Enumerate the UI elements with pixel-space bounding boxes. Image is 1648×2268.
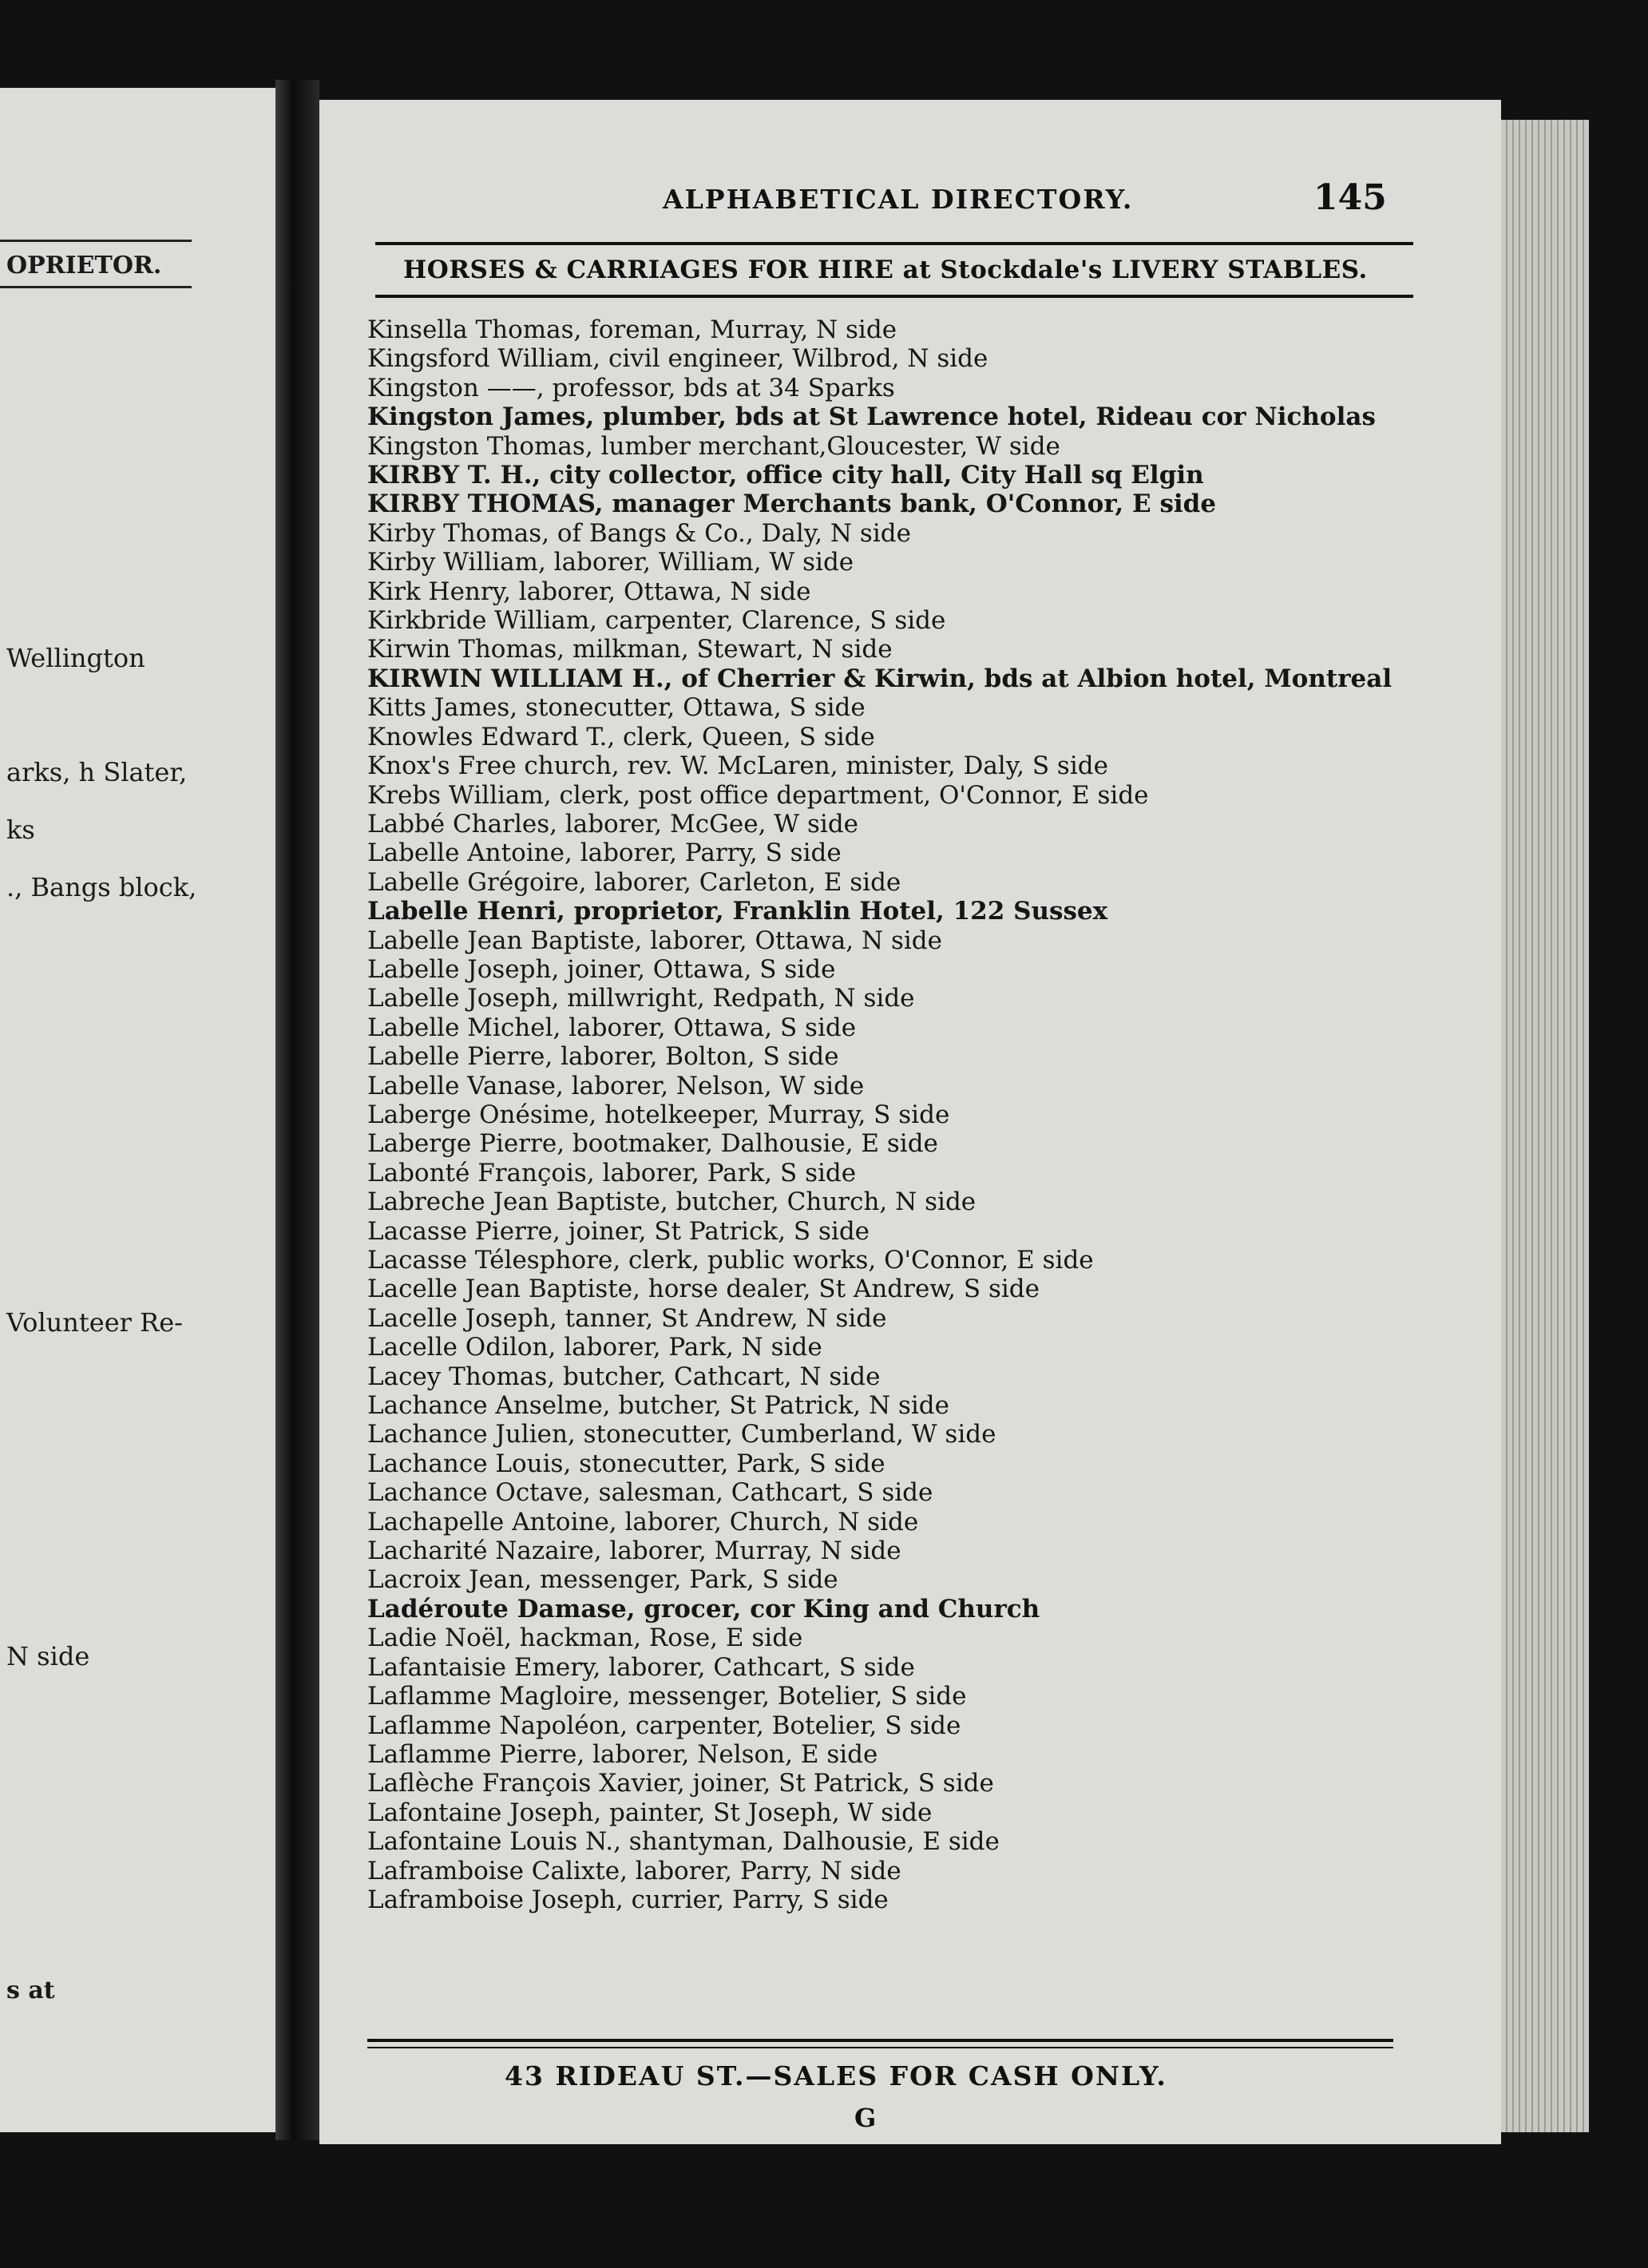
- directory-entry: Lacey Thomas, butcher, Cathcart, N side: [367, 1362, 881, 1391]
- directory-entry: Labelle Pierre, laborer, Bolton, S side: [367, 1042, 839, 1072]
- directory-entry: Ladie Noël, hackman, Rose, E side: [367, 1624, 803, 1653]
- directory-entry: Lachance Louis, stonecutter, Park, S side: [367, 1449, 885, 1478]
- left-fragment-text: ., Bangs block,: [6, 872, 197, 902]
- directory-entry: Knowles Edward T., clerk, Queen, S side: [367, 722, 875, 751]
- left-page-fragment: [0, 88, 275, 2132]
- directory-entry: KIRBY THOMAS, manager Merchants bank, O'Connor, E side: [367, 490, 1217, 519]
- directory-entry: Laberge Onésime, hotelkeeper, Murray, S side: [367, 1100, 950, 1129]
- directory-entry: Krebs William, clerk, post office department, O'Connor, E side: [367, 780, 1149, 810]
- directory-entry: Lafontaine Louis N., shantyman, Dalhousie, E side: [367, 1827, 1000, 1857]
- directory-entry: Lacelle Joseph, tanner, St Andrew, N side: [367, 1303, 887, 1333]
- signature-mark: G: [854, 2103, 877, 2133]
- directory-entry: Knox's Free church, rev. W. McLaren, minister, Daly, S side: [367, 751, 1108, 781]
- directory-entry: Labelle Grégoire, laborer, Carleton, E side: [367, 867, 901, 897]
- directory-entry: Laflèche François Xavier, joiner, St Patrick, S side: [367, 1769, 994, 1798]
- left-fragment-text: Volunteer Re-: [6, 1307, 183, 1338]
- left-fragment-text: s at: [6, 1977, 55, 2004]
- directory-entry: Lacasse Télesphore, clerk, public works, O'Connor, E side: [367, 1246, 1094, 1275]
- directory-entry: Kingston Thomas, lumber merchant,Gloucester, W side: [367, 431, 1060, 461]
- left-header-rule-bottom: [0, 286, 192, 288]
- directory-entry: Lachance Anselme, butcher, St Patrick, N side: [367, 1391, 949, 1421]
- directory-entry: Lachance Octave, salesman, Cathcart, S side: [367, 1478, 933, 1508]
- left-fragment-text: arks, h Slater,: [6, 757, 188, 787]
- directory-entry: Lafantaisie Emery, laborer, Cathcart, S side: [367, 1652, 915, 1682]
- header-rule-bottom: [375, 295, 1413, 298]
- directory-entry: Laflamme Magloire, messenger, Botelier, S side: [367, 1682, 967, 1711]
- directory-entry: Kingsford William, civil engineer, Wilbrod, N side: [367, 344, 988, 374]
- directory-entry: Labelle Joseph, millwright, Redpath, N side: [367, 984, 915, 1013]
- left-fragment-text: ks: [6, 815, 35, 845]
- directory-entry: Lacharité Nazaire, laborer, Murray, N side: [367, 1536, 901, 1566]
- directory-entry: Lacasse Pierre, joiner, St Patrick, S side: [367, 1216, 870, 1246]
- directory-entry: Laflamme Napoléon, carpenter, Botelier, S side: [367, 1711, 961, 1740]
- page-stack-edge: [1501, 120, 1589, 2132]
- directory-entry: Ladéroute Damase, grocer, cor King and Church: [367, 1594, 1040, 1624]
- directory-entry: Lacroix Jean, messenger, Park, S side: [367, 1565, 838, 1595]
- directory-entry: Laberge Pierre, bootmaker, Dalhousie, E side: [367, 1129, 938, 1159]
- left-header-rule-top: [0, 240, 192, 242]
- directory-entry: Labreche Jean Baptiste, butcher, Church, N side: [367, 1188, 977, 1217]
- page-number: 145: [1313, 177, 1387, 218]
- directory-entry: Labelle Michel, laborer, Ottawa, S side: [367, 1013, 857, 1042]
- directory-entry: Labelle Jean Baptiste, laborer, Ottawa, N side: [367, 926, 942, 955]
- advertisement-banner: HORSES & CARRIAGES FOR HIRE at Stockdale's LIVERY STABLES.: [403, 256, 1368, 284]
- directory-entry: Kirby Thomas, of Bangs & Co., Daly, N side: [367, 518, 911, 548]
- directory-entry: Labbé Charles, laborer, McGee, W side: [367, 809, 859, 839]
- directory-entry: Kirwin Thomas, milkman, Stewart, N side: [367, 635, 893, 664]
- directory-entry: Labelle Antoine, laborer, Parry, S side: [367, 839, 842, 868]
- directory-entry: Laflamme Pierre, laborer, Nelson, E side: [367, 1739, 878, 1769]
- directory-entry: Labelle Henri, proprietor, Franklin Hotel, 122 Sussex: [367, 897, 1108, 926]
- directory-entry: Kingston ——, professor, bds at 34 Sparks: [367, 373, 895, 402]
- directory-entry: Kirby William, laborer, William, W side: [367, 548, 854, 577]
- directory-entry: Lachapelle Antoine, laborer, Church, N side: [367, 1507, 919, 1536]
- left-fragment-text: Wellington: [6, 643, 145, 673]
- header-rule-top: [375, 242, 1413, 245]
- directory-entry: KIRBY T. H., city collector, office city hall, City Hall sq Elgin: [367, 461, 1204, 490]
- directory-entry: Labonté François, laborer, Park, S side: [367, 1158, 857, 1188]
- directory-entry: Laframboise Joseph, currier, Parry, S side: [367, 1885, 889, 1914]
- directory-entry: Lacelle Odilon, laborer, Park, N side: [367, 1333, 822, 1362]
- left-fragment-text: N side: [6, 1641, 90, 1671]
- directory-entry: Lachance Julien, stonecutter, Cumberland, W side: [367, 1420, 996, 1449]
- directory-entry: Labelle Vanase, laborer, Nelson, W side: [367, 1071, 865, 1100]
- directory-entry: Kirkbride William, carpenter, Clarence, S side: [367, 606, 946, 636]
- directory-entry: Kingston James, plumber, bds at St Lawrence hotel, Rideau cor Nicholas: [367, 402, 1376, 432]
- left-header-fragment: OPRIETOR.: [6, 252, 162, 280]
- directory-entry: KIRWIN WILLIAM H., of Cherrier & Kirwin, bds at Albion hotel, Montreal: [367, 664, 1392, 693]
- directory-entry: Kirk Henry, laborer, Ottawa, N side: [367, 577, 811, 606]
- book-binding-gutter: [275, 80, 319, 2140]
- page-title: ALPHABETICAL DIRECTORY.: [663, 184, 1134, 215]
- directory-entries: [367, 315, 1485, 1914]
- footer-advertisement: 43 RIDEAU ST.—SALES FOR CASH ONLY.: [505, 2060, 1167, 2092]
- footer-rule-thick: [367, 2039, 1393, 2042]
- directory-entry: Labelle Joseph, joiner, Ottawa, S side: [367, 954, 836, 984]
- footer-rule-thin: [367, 2047, 1393, 2048]
- directory-page: [319, 100, 1501, 2144]
- directory-entry: Laframboise Calixte, laborer, Parry, N side: [367, 1856, 901, 1885]
- directory-entry: Lacelle Jean Baptiste, horse dealer, St Andrew, S side: [367, 1275, 1040, 1304]
- directory-entry: Lafontaine Joseph, painter, St Joseph, W side: [367, 1798, 933, 1827]
- directory-entry: Kinsella Thomas, foreman, Murray, N side: [367, 315, 897, 344]
- running-head: [319, 177, 1501, 232]
- directory-entry: Kitts James, stonecutter, Ottawa, S side: [367, 693, 866, 723]
